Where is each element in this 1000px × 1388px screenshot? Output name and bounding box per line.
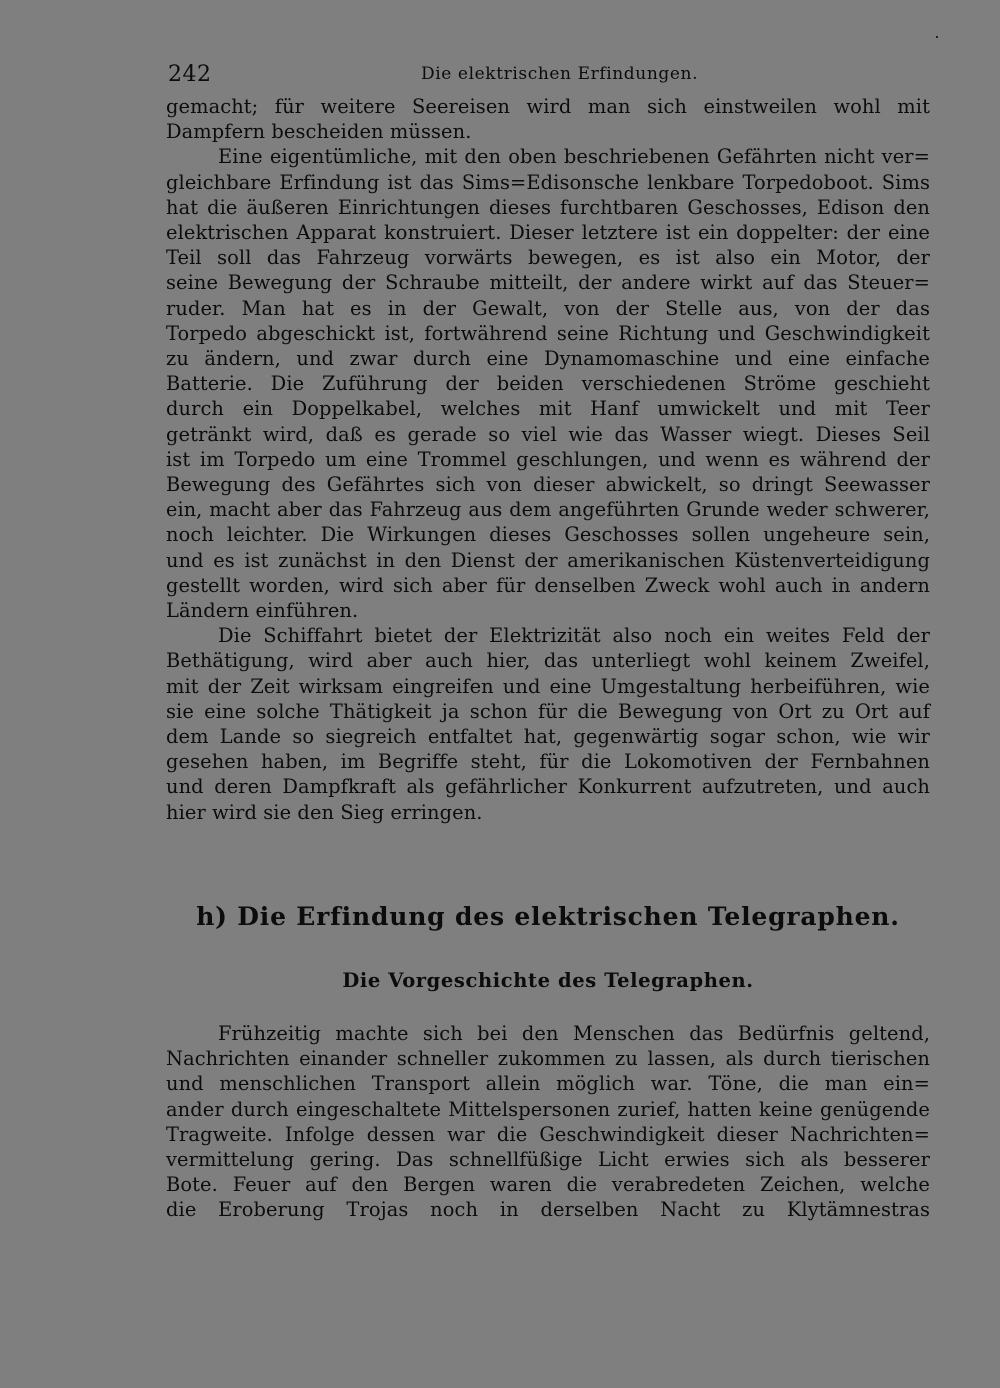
book-page	[166, 62, 930, 1223]
text-line: mit der Zeit wirksam eingreifen und eine Umgestaltung herbeiführen, wie	[166, 674, 930, 698]
text-line: ruder. Man hat es in der Gewalt, von der Stelle aus, von der das	[166, 296, 930, 320]
text-line: noch leichter. Die Wirkungen dieses Geschosses sollen ungeheure sein,	[166, 523, 930, 547]
text-line: gleichbare Erfindung ist das Sims=Edisonsche lenkbare Torpedoboot. Sims	[166, 170, 930, 194]
text-line: hier wird sie den Sieg erringen.	[166, 800, 483, 824]
paragraph-1	[166, 94, 930, 144]
text-line: und es ist zunächst in den Dienst der amerikanischen Küstenverteidigung	[166, 548, 930, 572]
paragraph-3	[166, 623, 930, 825]
scan-speck	[936, 36, 938, 38]
text-line: sie eine solche Thätigkeit ja schon für die Bewegung von Ort zu Ort auf	[166, 699, 930, 723]
text-line: Ländern einführen.	[166, 599, 359, 623]
text-line: elektrischen Apparat konstruiert. Dieser letztere ist ein doppelter: der eine	[166, 221, 930, 245]
text-line: Teil soll das Fahrzeug vorwärts bewegen, es ist also ein Motor, der	[166, 246, 930, 270]
running-head	[166, 62, 930, 94]
page-number: 242	[168, 62, 212, 87]
text-line: ander durch eingeschaltete Mittelspersonen zurief, hatten keine genügende	[166, 1097, 930, 1121]
text-line: Die Schiffahrt bietet der Elektrizität also noch ein weites Feld der	[218, 624, 930, 648]
section-heading: h) Die Erfindung des elektrischen Telegraphen.	[196, 901, 900, 931]
text-line: Bethätigung, wird aber auch hier, das unterliegt wohl keinem Zweifel,	[166, 649, 930, 673]
text-line: und deren Dampfkraft als gefährlicher Konkurrent aufzutreten, und auch	[166, 775, 930, 799]
paragraph-2	[166, 144, 930, 623]
text-line: Tragweite. Infolge dessen war die Geschwindigkeit dieser Nachrichten=	[166, 1122, 930, 1146]
running-title: Die elektrischen Erfindungen.	[421, 64, 699, 84]
text-line: getränkt wird, daß es gerade so viel wie das Wasser wiegt. Dieses Seil	[166, 422, 930, 446]
paragraph-4	[166, 1021, 930, 1223]
text-line: gesehen haben, im Begriffe steht, für die Lokomotiven der Fernbahnen	[166, 750, 930, 774]
text-line: Bote. Feuer auf den Bergen waren die verabredeten Zeichen, welche	[166, 1173, 930, 1197]
text-line: hat die äußeren Einrichtungen dieses furchtbaren Geschosses, Edison den	[166, 195, 930, 219]
text-line: Batterie. Die Zuführung der beiden verschiedenen Ströme geschieht	[166, 372, 930, 396]
text-line: die Eroberung Trojas noch in derselben Nacht zu Klytämnestras	[166, 1198, 930, 1222]
text-line: Bewegung des Gefährtes sich von dieser abwickelt, so dringt Seewasser	[166, 473, 930, 497]
text-line: vermittelung gering. Das schnellfüßige Licht erwies sich als besserer	[166, 1147, 930, 1171]
spacer	[166, 1005, 930, 1021]
text-line: seine Bewegung der Schraube mitteilt, der andere wirkt auf das Steuer=	[166, 271, 930, 295]
sub-heading: Die Vorgeschichte des Telegraphen.	[342, 968, 754, 992]
text-line: gestellt worden, wird sich aber für denselben Zweck wohl auch in andern	[166, 573, 930, 597]
text-line: und menschlichen Transport allein möglich war. Töne, die man ein=	[166, 1072, 930, 1096]
text-line: dem Lande so siegreich entfaltet hat, gegenwärtig sogar schon, wie wir	[166, 725, 930, 749]
text-line: ist im Torpedo um eine Trommel geschlungen, und wenn es während der	[166, 447, 930, 471]
text-line: gemacht; für weitere Seereisen wird man sich einstweilen wohl mit	[166, 95, 930, 118]
text-line: Torpedo abgeschickt ist, fortwährend seine Richtung und Geschwindigkeit	[166, 321, 930, 345]
text-line: Dampfern bescheiden müssen.	[166, 120, 472, 144]
text-line: Nachrichten einander schneller zukommen zu lassen, als durch tierischen	[166, 1047, 930, 1071]
text-line: ein, macht aber das Fahrzeug aus dem angeführten Grunde weder schwerer,	[166, 498, 930, 522]
text-line: Frühzeitig machte sich bei den Menschen das Bedürfnis geltend,	[218, 1021, 930, 1045]
text-line: zu ändern, und zwar durch eine Dynamomaschine und eine einfache	[166, 347, 930, 371]
text-line: Eine eigentümliche, mit den oben beschriebenen Gefährten nicht ver=	[218, 145, 930, 169]
text-line: durch ein Doppelkabel, welches mit Hanf umwickelt und mit Teer	[166, 397, 930, 421]
